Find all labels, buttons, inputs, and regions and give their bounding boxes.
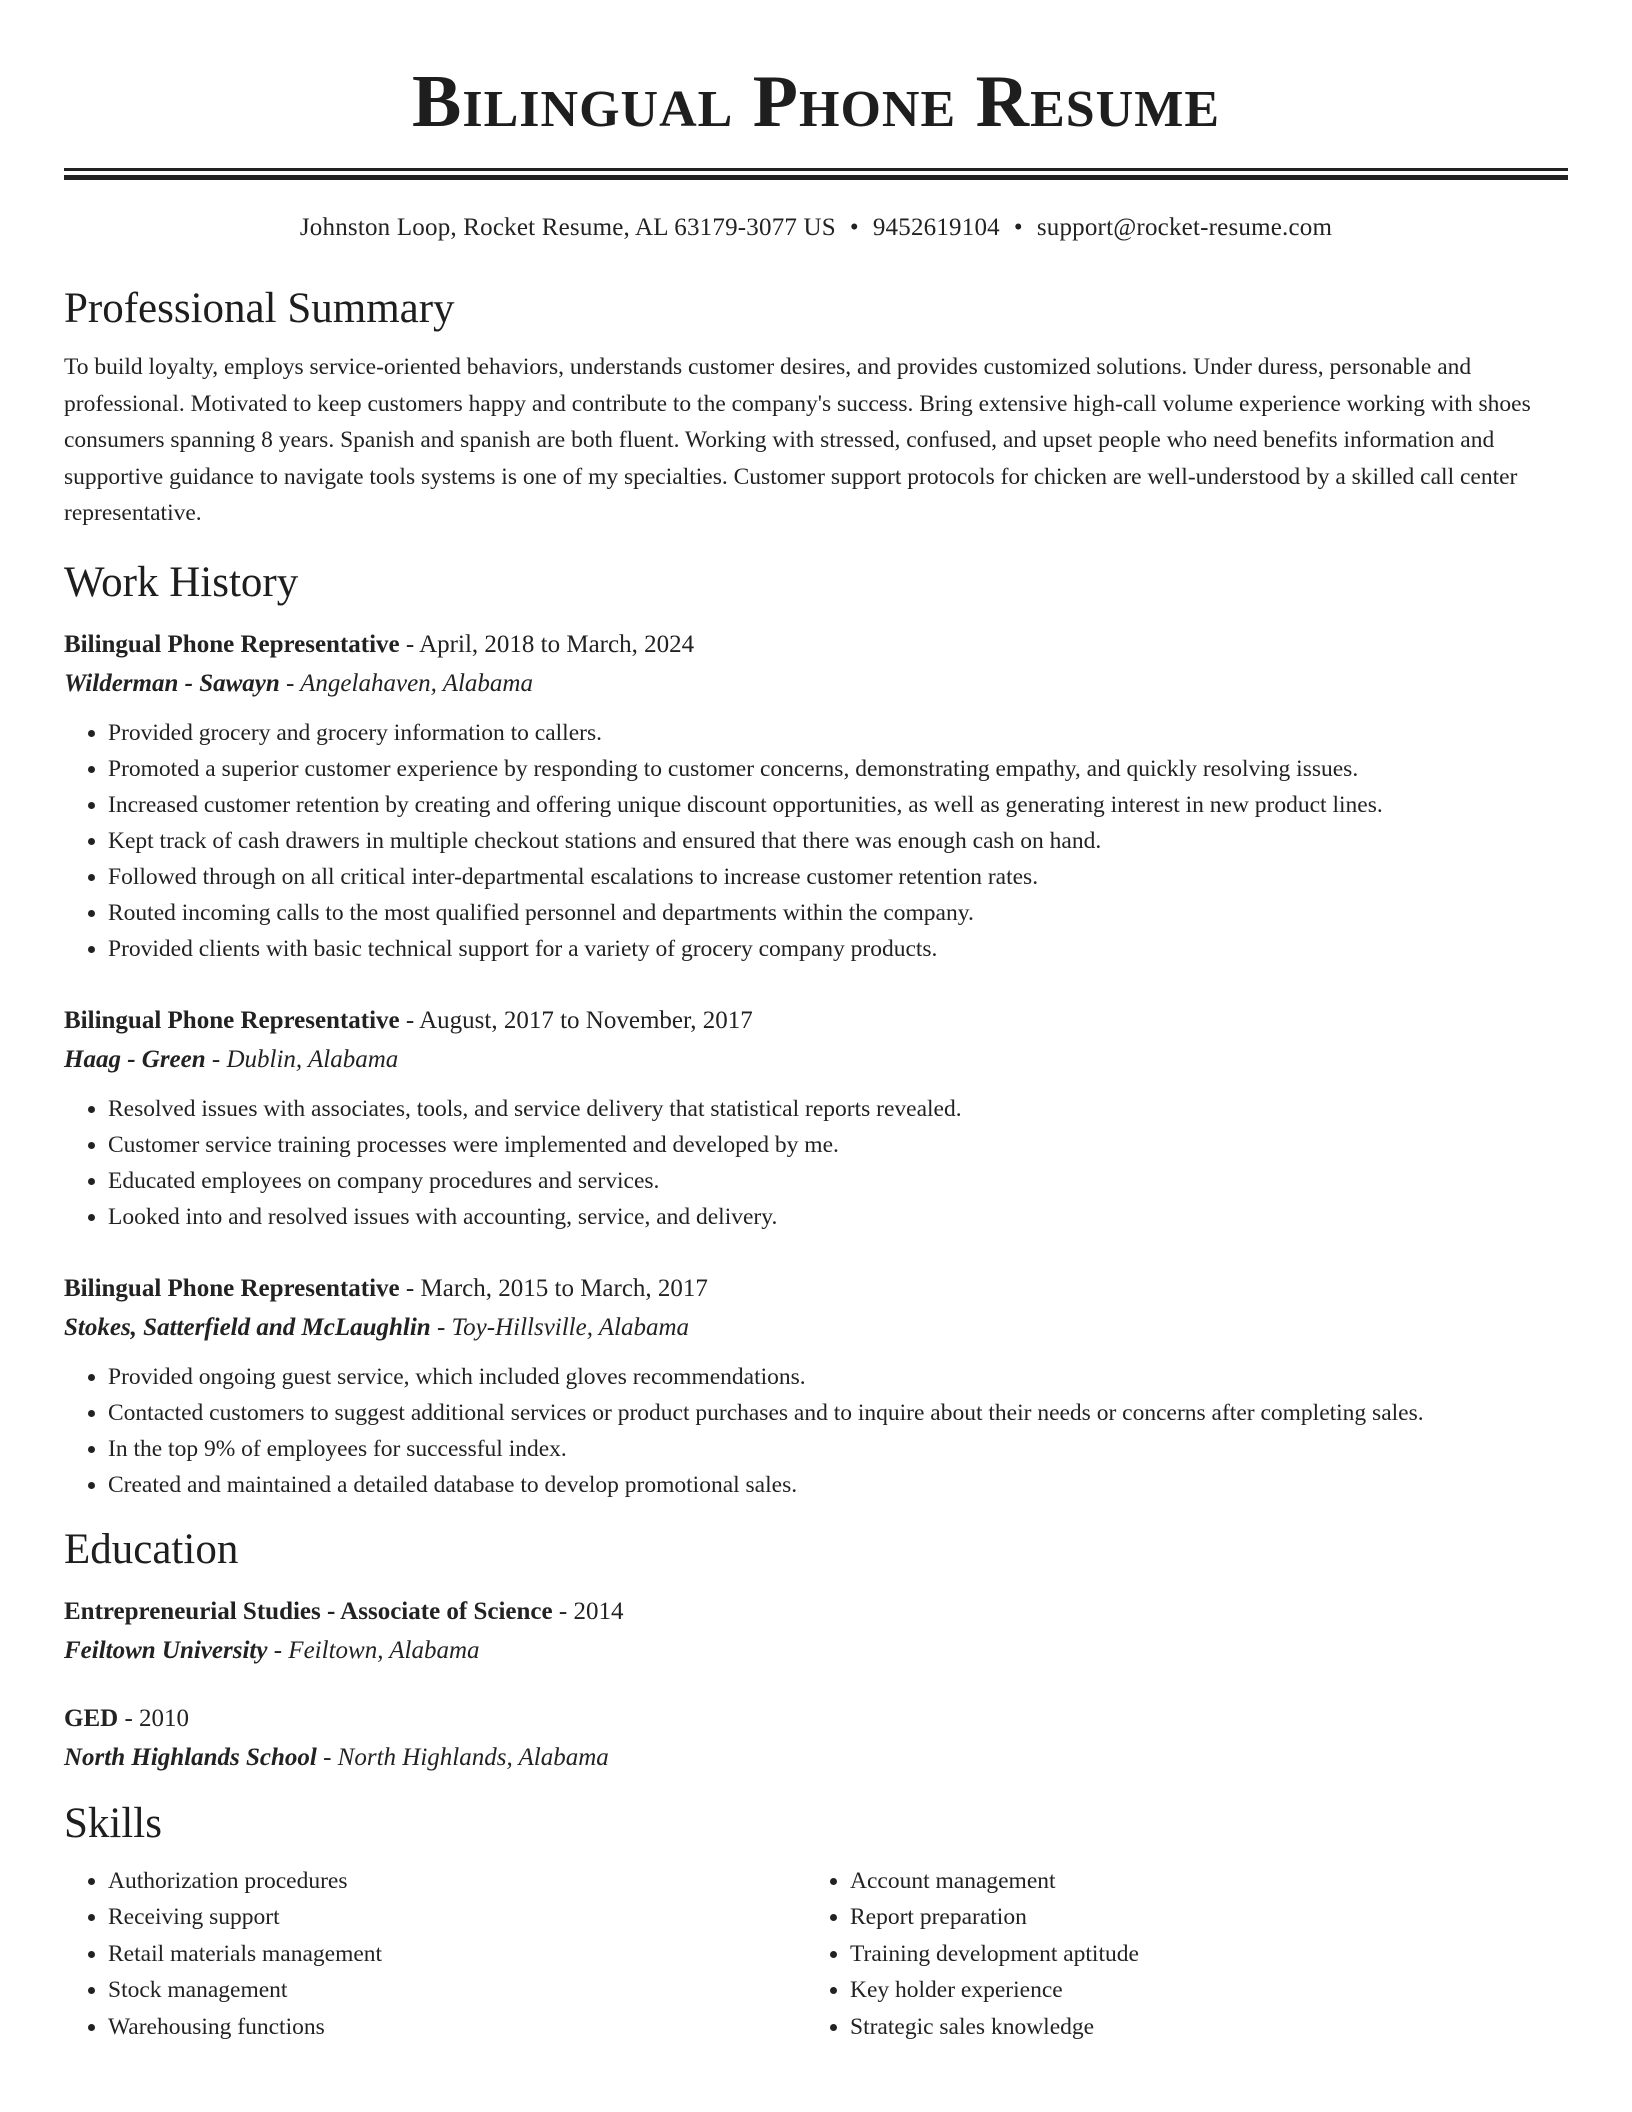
- skill-item: • Training development aptitude: [850, 1936, 1550, 1973]
- contact-separator: •: [849, 214, 859, 241]
- skills-column-right: [806, 1863, 1550, 2046]
- job-entry: [64, 626, 1568, 967]
- resume-page: [64, 0, 1568, 2045]
- skill-item: • Retail materials management: [108, 1936, 806, 1973]
- job-entry: [64, 1270, 1568, 1503]
- job-duties: [64, 1359, 1568, 1503]
- school-line: [64, 1738, 1568, 1777]
- contact-address: Johnston Loop, Rocket Resume, AL 63179-3077 US: [299, 214, 836, 241]
- job-duty: • Provided grocery and grocery information to callers.: [108, 715, 1568, 751]
- job-duty: • Educated employees on company procedures and services.: [108, 1163, 1568, 1199]
- job-employer-line: [64, 1308, 1568, 1347]
- skill-item: • Strategic sales knowledge: [850, 2009, 1550, 2046]
- job-duty: • Provided clients with basic technical support for a variety of grocery company products.: [108, 931, 1568, 967]
- skill-item: • Warehousing functions: [108, 2009, 806, 2046]
- job-duty: • Routed incoming calls to the most qualified personnel and departments within the company.: [108, 895, 1568, 931]
- education-entry: [64, 1593, 1568, 1670]
- summary-text: To build loyalty, employs service-oriented behaviors, understands customer desires, and provides customized solutions. Under duress, personable and professional. Motivated to keep customers happy and contribute to the company's success. Bring extensive high-call volume experience working with shoes consumers spanning 8 years. Spanish and spanish are both fluent. Working with stressed, confused, and upset people who need benefits information and supportive guidance to navigate tools systems is one of my specialties. Customer support protocols for chicken are well-understood by a skilled call center representative.: [64, 354, 1531, 526]
- job-duty: • In the top 9% of employees for successful index.: [108, 1431, 1568, 1467]
- job-dates: - August, 2017 to November, 2017: [399, 1006, 753, 1034]
- school-location: - Feiltown, Alabama: [267, 1636, 480, 1664]
- job-duty: • Kept track of cash drawers in multiple checkout stations and ensured that there was enough cash on hand.: [108, 823, 1568, 859]
- job-employer: Stokes, Satterfield and McLaughlin: [64, 1313, 431, 1341]
- job-duty: • Looked into and resolved issues with accounting, service, and delivery.: [108, 1199, 1568, 1235]
- job-location: - Toy-Hillsville, Alabama: [430, 1313, 690, 1341]
- skills-heading: Skills: [64, 1799, 162, 1847]
- job-entry: [64, 1002, 1568, 1235]
- skill-item: • Account management: [850, 1863, 1550, 1900]
- contact-email: support@rocket-resume.com: [1036, 214, 1333, 241]
- education-heading: Education: [64, 1525, 239, 1573]
- job-employer: Wilderman - Sawayn: [64, 669, 280, 697]
- skill-item: • Authorization procedures: [108, 1863, 806, 1900]
- job-title: Bilingual Phone Representative: [64, 1274, 400, 1302]
- job-dates: - April, 2018 to March, 2024: [399, 630, 695, 658]
- job-title: Bilingual Phone Representative: [64, 1006, 400, 1034]
- job-employer-line: [64, 1040, 1568, 1079]
- resume-title: Bilingual Phone Resume: [412, 61, 1220, 143]
- contact-line: [64, 212, 1568, 244]
- skill-item: • Stock management: [108, 1972, 806, 2009]
- degree-year: - 2010: [118, 1704, 190, 1732]
- job-duty: • Customer service training processes were implemented and developed by me.: [108, 1127, 1568, 1163]
- job-duty: • Increased customer retention by creating and offering unique discount opportunities, as well as generating interest in new product lines.: [108, 787, 1568, 823]
- degree: GED: [64, 1704, 119, 1732]
- skills-column-left: [64, 1863, 806, 2046]
- job-duty: • Followed through on all critical inter-departmental escalations to increase customer retention rates.: [108, 859, 1568, 895]
- job-title-line: [64, 626, 1568, 664]
- job-employer: Haag - Green: [64, 1045, 206, 1073]
- job-dates: - March, 2015 to March, 2017: [399, 1274, 708, 1302]
- title-divider-top: [64, 168, 1568, 171]
- contact-separator: •: [1013, 214, 1023, 241]
- contact-phone: 9452619104: [872, 214, 1000, 241]
- job-location: - Dublin, Alabama: [205, 1045, 399, 1073]
- degree-line: [64, 1593, 1568, 1631]
- degree: Entrepreneurial Studies - Associate of Science: [64, 1597, 553, 1625]
- job-employer-line: [64, 664, 1568, 703]
- school: North Highlands School: [64, 1743, 317, 1771]
- job-title: Bilingual Phone Representative: [64, 630, 400, 658]
- education-entry: [64, 1700, 1568, 1777]
- degree-line: [64, 1700, 1568, 1738]
- title-divider-bottom: [64, 175, 1568, 180]
- job-duty: • Promoted a superior customer experience by responding to customer concerns, demonstrating empathy, and quickly resolving issues.: [108, 751, 1568, 787]
- job-duty: • Provided ongoing guest service, which included gloves recommendations.: [108, 1359, 1568, 1395]
- skill-item: • Key holder experience: [850, 1972, 1550, 2009]
- skills-list: [64, 1863, 1568, 2046]
- job-duty: • Resolved issues with associates, tools, and service delivery that statistical reports revealed.: [108, 1091, 1568, 1127]
- job-duties: [64, 1091, 1568, 1235]
- job-duties: [64, 715, 1568, 967]
- job-location: - Angelahaven, Alabama: [279, 669, 533, 697]
- job-title-line: [64, 1002, 1568, 1040]
- school-location: - North Highlands, Alabama: [316, 1743, 609, 1771]
- job-duty: • Contacted customers to suggest additional services or product purchases and to inquire about their needs or concerns after completing sales.: [108, 1395, 1568, 1431]
- job-title-line: [64, 1270, 1568, 1308]
- degree-year: - 2014: [552, 1597, 624, 1625]
- school-line: [64, 1631, 1568, 1670]
- school: Feiltown University: [64, 1636, 268, 1664]
- job-duty: • Created and maintained a detailed database to develop promotional sales.: [108, 1467, 1568, 1503]
- summary-heading: Professional Summary: [64, 285, 455, 332]
- skill-item: • Receiving support: [108, 1899, 806, 1936]
- skill-item: • Report preparation: [850, 1899, 1550, 1936]
- work-history-heading: Work History: [64, 558, 299, 606]
